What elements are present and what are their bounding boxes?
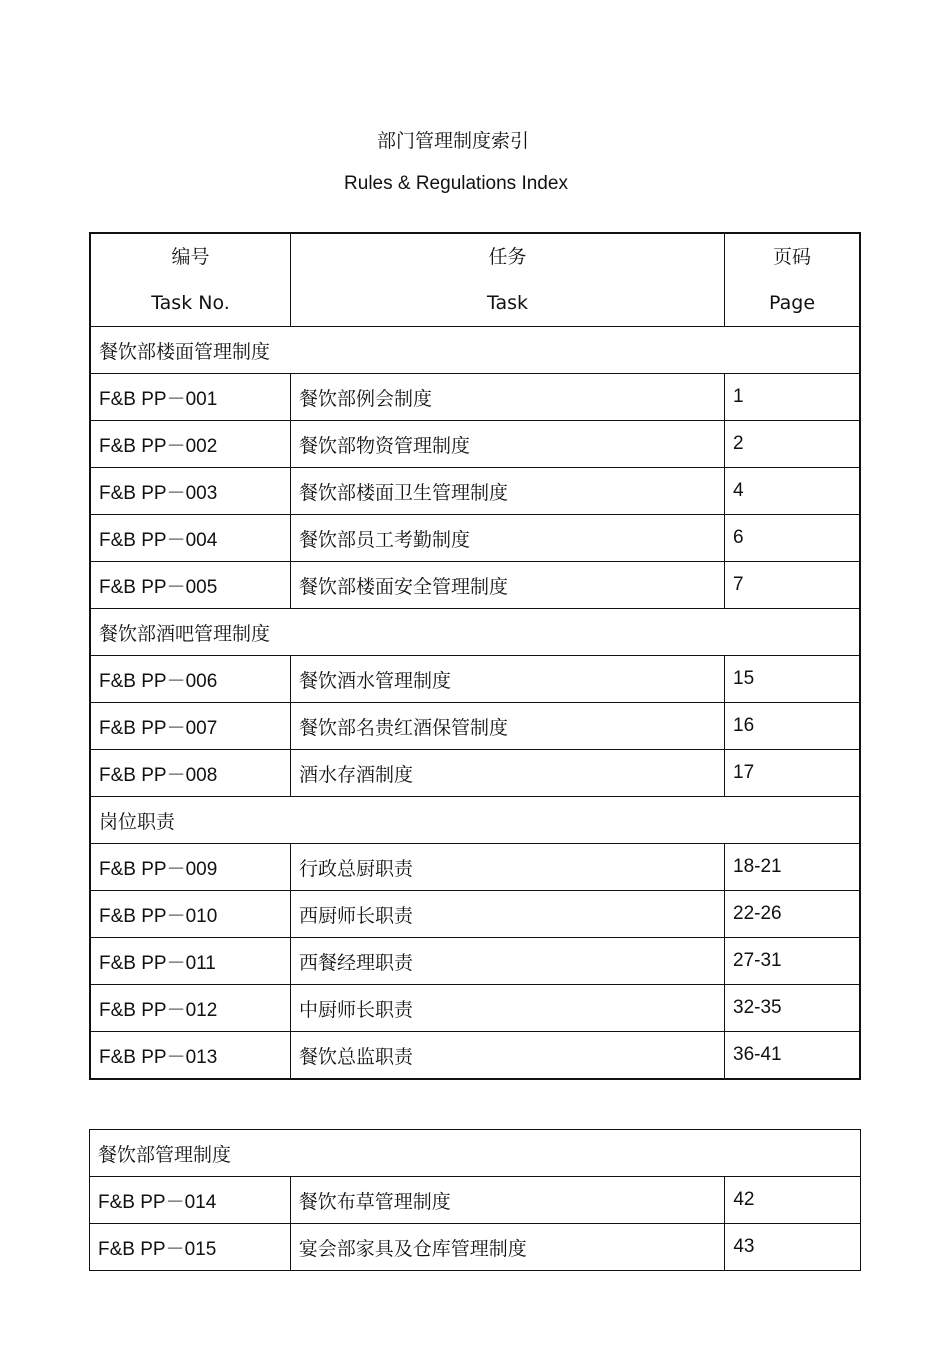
task-code: F&B PP－003 bbox=[90, 468, 290, 515]
page-number: 42 bbox=[725, 1177, 861, 1224]
table-row bbox=[90, 985, 860, 1032]
task-code: F&B PP－004 bbox=[90, 515, 290, 562]
page-number: 27-31 bbox=[725, 938, 860, 985]
section-row bbox=[90, 609, 860, 656]
task-name: 餐饮部楼面安全管理制度 bbox=[290, 562, 724, 609]
table-row bbox=[90, 891, 860, 938]
task-code: F&B PP－011 bbox=[90, 938, 290, 985]
task-name: 餐饮部例会制度 bbox=[290, 374, 724, 421]
table-header-row bbox=[90, 233, 860, 327]
task-name: 餐饮酒水管理制度 bbox=[290, 656, 724, 703]
task-code: F&B PP－013 bbox=[90, 1032, 290, 1080]
table-row bbox=[90, 1224, 861, 1271]
page-number: 43 bbox=[725, 1224, 861, 1271]
task-code: F&B PP－008 bbox=[90, 750, 290, 797]
task-name: 餐饮部楼面卫生管理制度 bbox=[290, 468, 724, 515]
section-title: 餐饮部楼面管理制度 bbox=[90, 327, 860, 374]
page-number: 32-35 bbox=[725, 985, 860, 1032]
page-number: 2 bbox=[725, 421, 860, 468]
table-row bbox=[90, 844, 860, 891]
header-task-en: Task bbox=[487, 292, 529, 314]
header-page-en: Page bbox=[769, 292, 816, 314]
table-row bbox=[90, 1177, 861, 1224]
page-number: 18-21 bbox=[725, 844, 860, 891]
table-row bbox=[90, 562, 860, 609]
regulations-index-table-continued bbox=[89, 1129, 861, 1271]
task-name: 餐饮总监职责 bbox=[290, 1032, 724, 1080]
header-task-no-cn: 编号 bbox=[171, 246, 210, 268]
table-row bbox=[90, 374, 860, 421]
section-title: 岗位职责 bbox=[90, 797, 860, 844]
task-code: F&B PP－005 bbox=[90, 562, 290, 609]
page-number: 6 bbox=[725, 515, 860, 562]
table-row bbox=[90, 1032, 860, 1080]
page-title-english: Rules & Regulations Index bbox=[344, 173, 568, 194]
page-number: 16 bbox=[725, 703, 860, 750]
task-code: F&B PP－015 bbox=[90, 1224, 291, 1271]
task-code: F&B PP－014 bbox=[90, 1177, 291, 1224]
task-name: 行政总厨职责 bbox=[290, 844, 724, 891]
table-row bbox=[90, 703, 860, 750]
header-task-no-en: Task No. bbox=[151, 292, 230, 314]
header-task-cn: 任务 bbox=[488, 246, 527, 268]
task-name: 餐饮布草管理制度 bbox=[290, 1177, 725, 1224]
task-code: F&B PP－010 bbox=[90, 891, 290, 938]
section-title: 餐饮部酒吧管理制度 bbox=[90, 609, 860, 656]
task-name: 餐饮部物资管理制度 bbox=[290, 421, 724, 468]
header-page bbox=[725, 233, 860, 327]
page-number: 7 bbox=[725, 562, 860, 609]
page-number: 15 bbox=[725, 656, 860, 703]
header-page-cn: 页码 bbox=[773, 246, 812, 268]
task-code: F&B PP－001 bbox=[90, 374, 290, 421]
table-row bbox=[90, 750, 860, 797]
task-name: 餐饮部员工考勤制度 bbox=[290, 515, 724, 562]
page-number: 1 bbox=[725, 374, 860, 421]
page-number: 17 bbox=[725, 750, 860, 797]
task-name: 中厨师长职责 bbox=[290, 985, 724, 1032]
header-task-no bbox=[90, 233, 290, 327]
task-code: F&B PP－007 bbox=[90, 703, 290, 750]
table-row bbox=[90, 421, 860, 468]
page-number: 36-41 bbox=[725, 1032, 860, 1080]
task-code: F&B PP－006 bbox=[90, 656, 290, 703]
task-code: F&B PP－009 bbox=[90, 844, 290, 891]
table-row bbox=[90, 468, 860, 515]
task-code: F&B PP－012 bbox=[90, 985, 290, 1032]
page-number: 22-26 bbox=[725, 891, 860, 938]
table-row bbox=[90, 656, 860, 703]
table-row bbox=[90, 938, 860, 985]
section-row bbox=[90, 327, 860, 374]
table-row bbox=[90, 515, 860, 562]
task-name: 餐饮部名贵红酒保管制度 bbox=[290, 703, 724, 750]
section-row bbox=[90, 797, 860, 844]
task-name: 西餐经理职责 bbox=[290, 938, 724, 985]
task-name: 宴会部家具及仓库管理制度 bbox=[290, 1224, 725, 1271]
section-row bbox=[90, 1130, 861, 1177]
section-title: 餐饮部管理制度 bbox=[90, 1130, 861, 1177]
page-title-chinese: 部门管理制度索引 bbox=[376, 130, 529, 152]
regulations-index-table bbox=[89, 232, 861, 1080]
task-code: F&B PP－002 bbox=[90, 421, 290, 468]
page-number: 4 bbox=[725, 468, 860, 515]
task-name: 酒水存酒制度 bbox=[290, 750, 724, 797]
header-task bbox=[290, 233, 724, 327]
task-name: 西厨师长职责 bbox=[290, 891, 724, 938]
